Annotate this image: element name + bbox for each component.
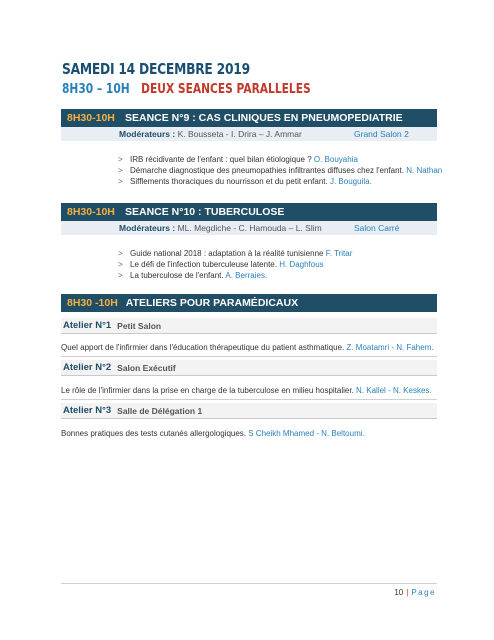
seance-9-moderators-row bbox=[61, 127, 437, 141]
atelier-2-description: Le rôle de l'infirmier dans la prise en charge de la tuberculose en milieu hospitalier. N. Kallel - N. Keskes. bbox=[61, 386, 432, 395]
ateliers-time: 8H30 -10H bbox=[67, 297, 118, 309]
ateliers-title: ATELIERS POUR PARAMÉDICAUX bbox=[125, 297, 299, 309]
seance-10-moderators: Modérateurs : ML. Megdiche - C. Hamouda – L. Slim bbox=[119, 223, 322, 233]
seance-10-moderators-row bbox=[61, 221, 437, 235]
atelier-3-number: Atelier N°3 bbox=[63, 405, 112, 416]
seance-10-header bbox=[61, 203, 437, 221]
ateliers-header bbox=[61, 294, 437, 312]
time-slot-header bbox=[62, 82, 311, 97]
divider bbox=[61, 356, 437, 357]
seance-9-moderators: Modérateurs : K. Bousseta - I. Drira – J. Ammar bbox=[119, 129, 302, 139]
atelier-3-room: Salle de Délégation 1 bbox=[117, 405, 203, 416]
atelier-3-header bbox=[61, 403, 437, 419]
seance-9-room: Grand Salon 2 bbox=[354, 129, 409, 139]
atelier-2-room: Salon Exécutif bbox=[117, 362, 176, 373]
atelier-3-description: Bonnes pratiques des tests cutanés allergologiques. S Cheikh Mhamed - N. Beltoumi. bbox=[61, 429, 365, 438]
atelier-1-number: Atelier N°1 bbox=[63, 320, 112, 331]
seance-9-header bbox=[61, 109, 437, 127]
seance-9-title: SEANCE N°9 : CAS CLINIQUES EN PNEUMOPEDIATRIE bbox=[125, 112, 403, 124]
day-title: SAMEDI 14 DECEMBRE 2019 bbox=[62, 60, 250, 78]
slot-time: 8H30 – 10H bbox=[62, 82, 130, 97]
seance-10-title: SEANCE N°10 : TUBERCULOSE bbox=[125, 206, 285, 218]
footer-divider bbox=[61, 583, 437, 584]
divider bbox=[61, 399, 437, 400]
atelier-2-header bbox=[61, 360, 437, 376]
seance-10-time: 8H30-10H bbox=[67, 206, 115, 218]
page-number: 10 | Page bbox=[394, 588, 436, 597]
atelier-2-number: Atelier N°2 bbox=[63, 362, 112, 373]
atelier-1-header bbox=[61, 318, 437, 334]
atelier-1-description: Quel apport de l'infirmier dans l'éducation thérapeutique du patient asthmatique. Z. Moatamri - N. Fahem. bbox=[61, 343, 434, 352]
seance-9-time: 8H30-10H bbox=[67, 112, 115, 124]
seance-10-room: Salon Carré bbox=[354, 223, 400, 233]
slot-parallel-label: DEUX SEANCES PARALLELES bbox=[141, 82, 311, 97]
atelier-1-room: Petit Salon bbox=[117, 320, 162, 331]
